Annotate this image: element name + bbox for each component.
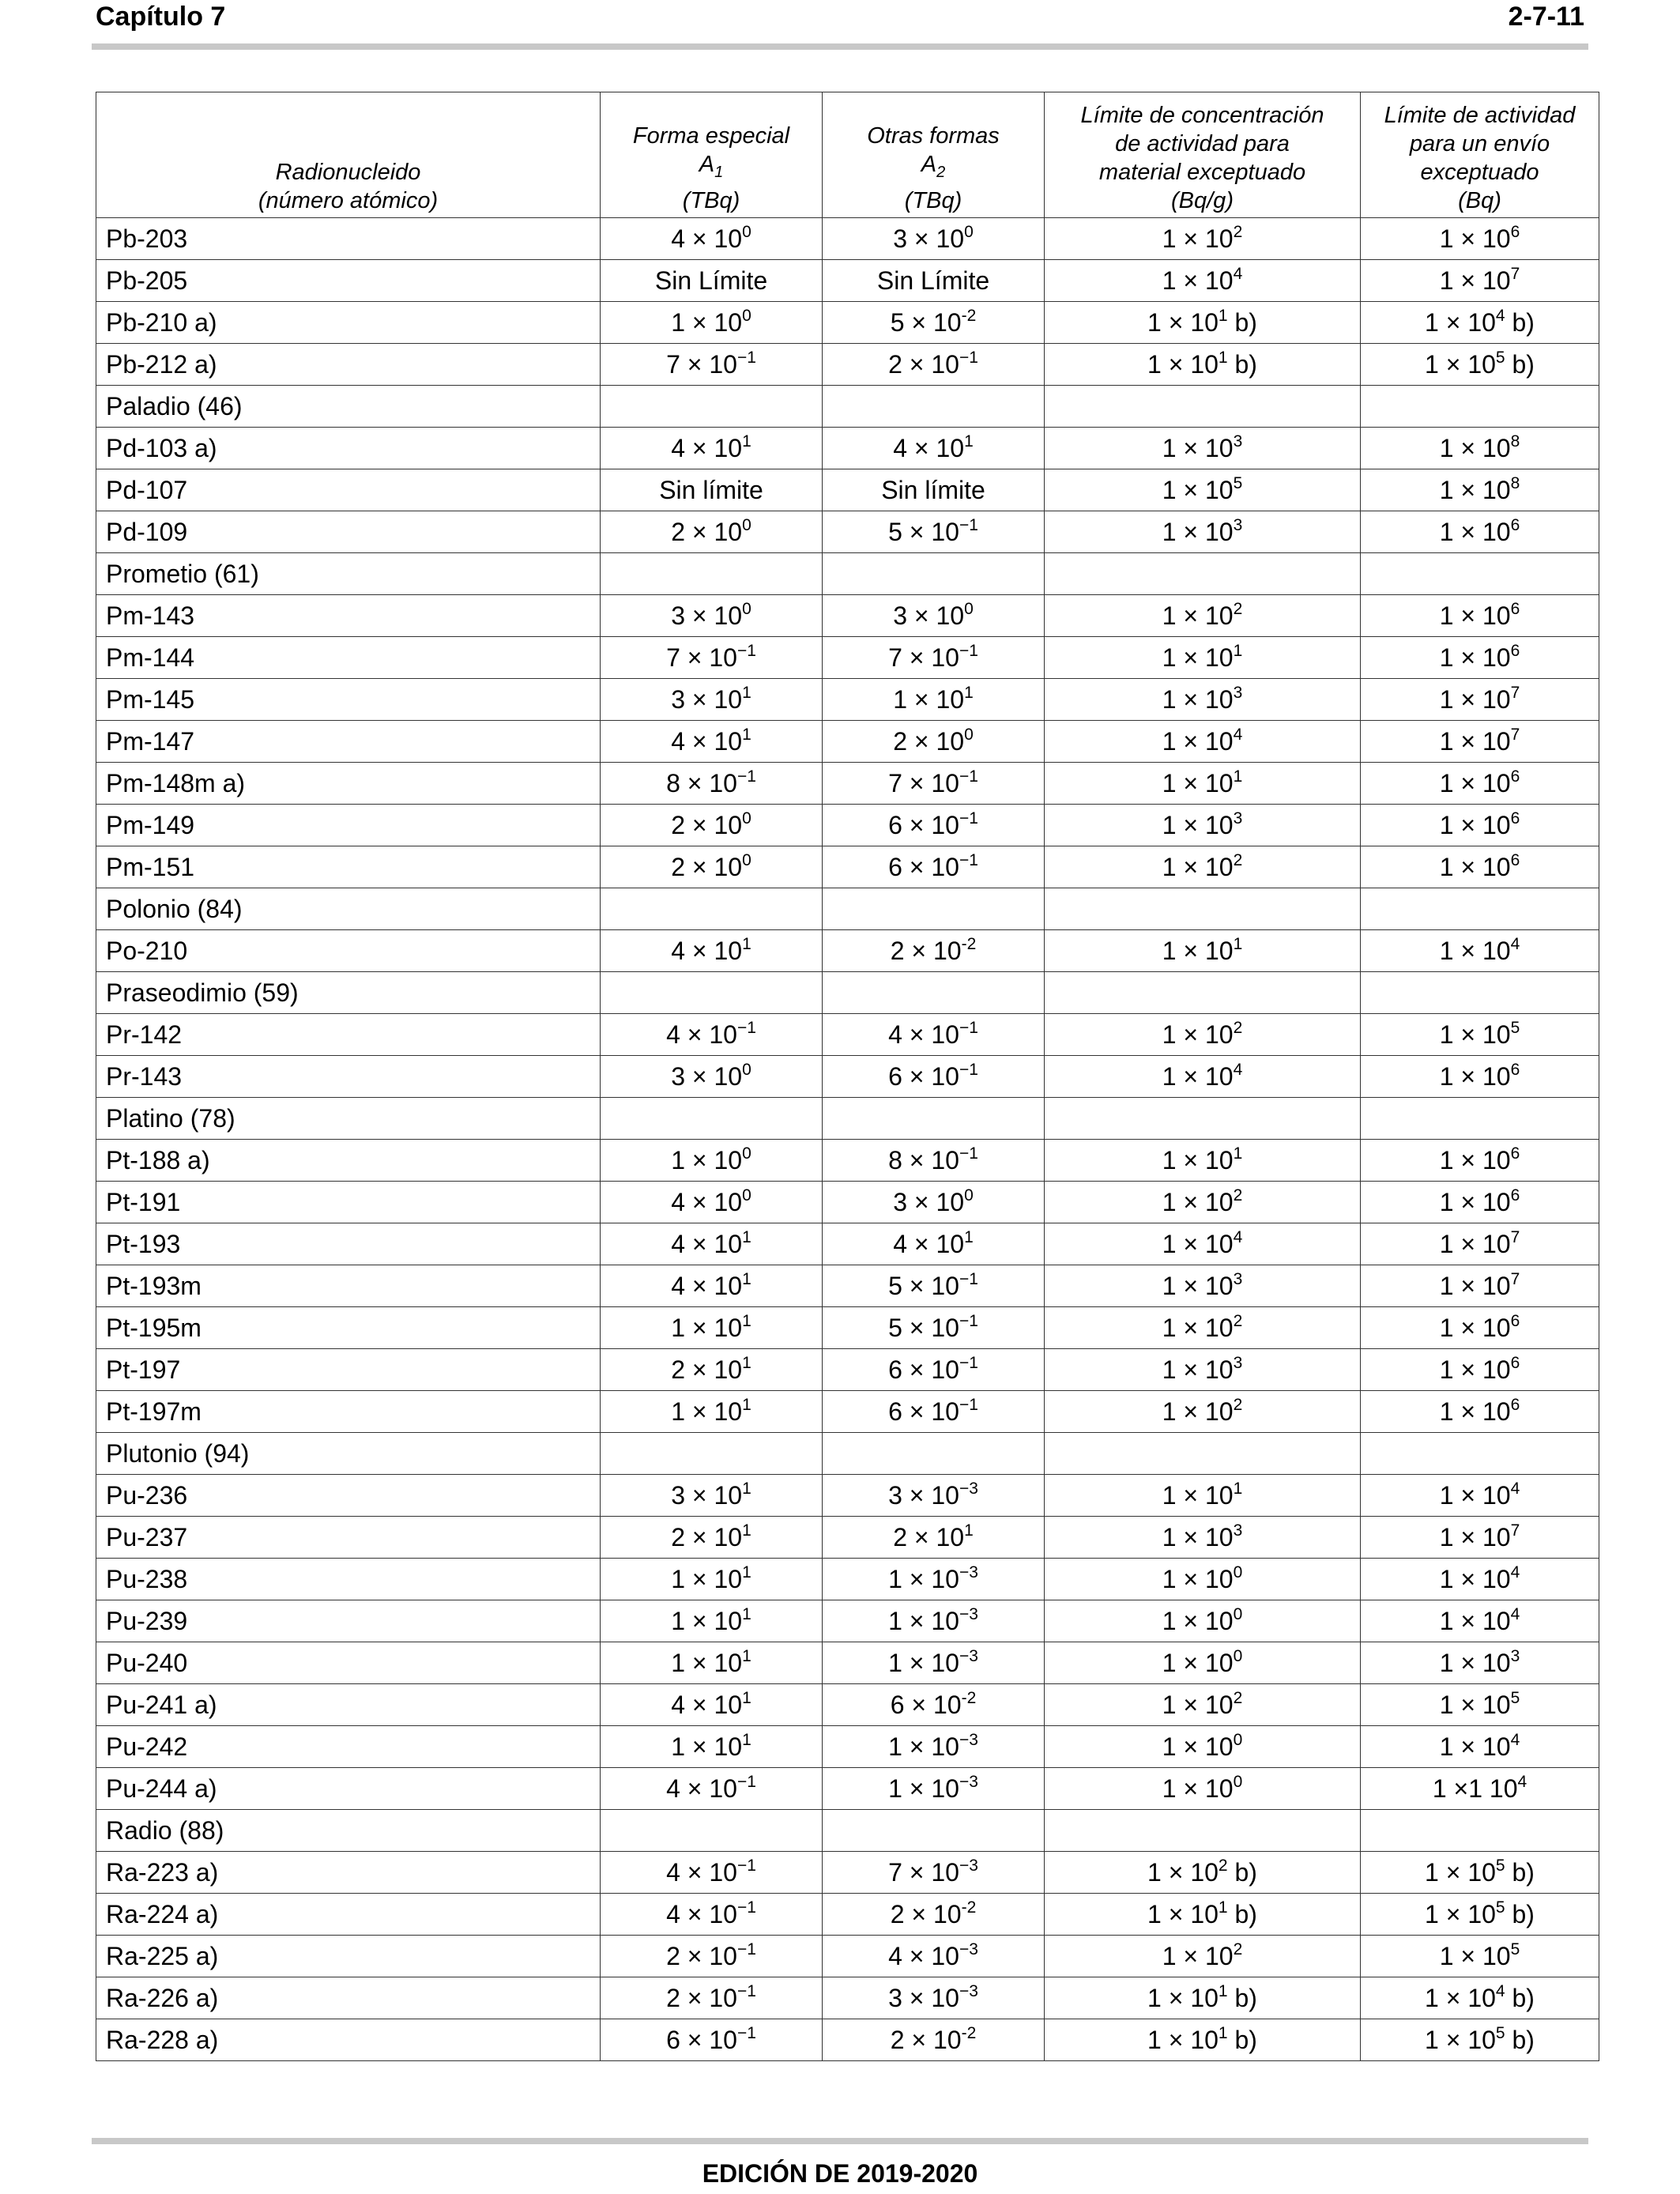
cell-concentration-limit: $1 \times 10^4$ bbox=[1045, 721, 1361, 763]
cell-radionuclide: Pu-241 a) bbox=[96, 1684, 601, 1726]
cell-radionuclide: Pr-143 bbox=[96, 1056, 601, 1098]
cell-a1: $6 \times 10^{-1}$ bbox=[601, 2019, 823, 2061]
cell-a2: $1 \times 10^{-3}$ bbox=[823, 1768, 1045, 1810]
cell-activity-limit: $1 \times 10^6$ bbox=[1361, 511, 1599, 553]
cell-a2: $7 \times 10^{-1}$ bbox=[823, 763, 1045, 805]
cell-a1: $2 \times 10^0$ bbox=[601, 511, 823, 553]
cell-concentration-limit: $1 \times 10^2$ bbox=[1045, 1391, 1361, 1433]
cell-activity-limit: $1 \times 10^4$ bbox=[1361, 1559, 1599, 1600]
cell-a1: $4 \times 10^{-1}$ bbox=[601, 1768, 823, 1810]
cell-radionuclide: Praseodimio (59) bbox=[96, 972, 601, 1014]
cell-a2: $5 \times 10^{-2}$ bbox=[823, 302, 1045, 344]
cell-a2: $6 \times 10^{-1}$ bbox=[823, 805, 1045, 846]
cell-a1: $1 \times 10^1$ bbox=[601, 1642, 823, 1684]
cell-a2: $5 \times 10^{-1}$ bbox=[823, 511, 1045, 553]
cell-radionuclide: Pt-195m bbox=[96, 1307, 601, 1349]
table-row bbox=[96, 1768, 1599, 1810]
cell-concentration-limit: $1 \times 10^2$ bbox=[1045, 1182, 1361, 1223]
header-divider bbox=[92, 43, 1588, 50]
cell-radionuclide: Pm-148m a) bbox=[96, 763, 601, 805]
table-row bbox=[96, 1559, 1599, 1600]
cell-activity-limit: $1 \times 10^4$ bbox=[1361, 1475, 1599, 1517]
cell-a1 bbox=[601, 972, 823, 1014]
cell-a2: $1 \times 10^1$ bbox=[823, 679, 1045, 721]
cell-activity-limit: $1 \times 10^7$ bbox=[1361, 1265, 1599, 1307]
cell-a1: $2 \times 10^{-1}$ bbox=[601, 1936, 823, 1977]
cell-radionuclide: Ra-224 a) bbox=[96, 1894, 601, 1936]
table-row bbox=[96, 595, 1599, 637]
table-row bbox=[96, 1433, 1599, 1475]
header-line: (Bq/g) bbox=[1171, 188, 1234, 213]
cell-activity-limit: $1 \times 10^7$ bbox=[1361, 1223, 1599, 1265]
cell-activity-limit: $1 \times 10^6$ bbox=[1361, 595, 1599, 637]
table-row bbox=[96, 260, 1599, 302]
cell-a1: $4 \times 10^1$ bbox=[601, 1684, 823, 1726]
cell-concentration-limit: $1 \times 10^4$ bbox=[1045, 260, 1361, 302]
table-row bbox=[96, 302, 1599, 344]
cell-radionuclide: Ra-225 a) bbox=[96, 1936, 601, 1977]
header-line: (número atómico) bbox=[258, 188, 439, 213]
radionuclide-table bbox=[96, 92, 1599, 2061]
cell-a1: $4 \times 10^1$ bbox=[601, 721, 823, 763]
chapter-title: Capítulo 7 bbox=[96, 2, 226, 32]
cell-a2 bbox=[823, 1098, 1045, 1140]
cell-a1: $4 \times 10^1$ bbox=[601, 428, 823, 469]
cell-activity-limit: $1 \times 10^5$ bbox=[1361, 1684, 1599, 1726]
cell-activity-limit: $1 \times 10^3$ bbox=[1361, 1642, 1599, 1684]
table-row bbox=[96, 1642, 1599, 1684]
cell-concentration-limit bbox=[1045, 553, 1361, 595]
table-row bbox=[96, 511, 1599, 553]
table-row bbox=[96, 679, 1599, 721]
cell-radionuclide: Pb-212 a) bbox=[96, 344, 601, 386]
edition-footer: EDICIÓN DE 2019-2020 bbox=[702, 2159, 978, 2188]
cell-a2: $7 \times 10^{-3}$ bbox=[823, 1852, 1045, 1894]
cell-concentration-limit bbox=[1045, 888, 1361, 930]
cell-radionuclide: Pb-203 bbox=[96, 218, 601, 260]
cell-concentration-limit: $1 \times 10^2$ bbox=[1045, 1014, 1361, 1056]
table-header-row bbox=[96, 92, 1599, 218]
cell-a1: $1 \times 10^0$ bbox=[601, 302, 823, 344]
cell-a2: $2 \times 10^{-2}$ bbox=[823, 930, 1045, 972]
cell-activity-limit: $1 \times 10^5$ bbox=[1361, 1936, 1599, 1977]
table-row bbox=[96, 1810, 1599, 1852]
cell-radionuclide: Pt-193m bbox=[96, 1265, 601, 1307]
cell-radionuclide: Radio (88) bbox=[96, 1810, 601, 1852]
table-row bbox=[96, 888, 1599, 930]
cell-activity-limit: $1 \times 10^8$ bbox=[1361, 428, 1599, 469]
cell-activity-limit: $1 \times 10^6$ bbox=[1361, 1182, 1599, 1223]
cell-activity-limit: $1 \times 10^7$ bbox=[1361, 1517, 1599, 1559]
cell-a2: $3 \times 10^{-3}$ bbox=[823, 1977, 1045, 2019]
table-row bbox=[96, 386, 1599, 428]
table-row bbox=[96, 553, 1599, 595]
cell-a2: Sin límite bbox=[823, 469, 1045, 511]
table-row bbox=[96, 1936, 1599, 1977]
cell-activity-limit bbox=[1361, 1810, 1599, 1852]
header-line: Límite de concentración bbox=[1080, 103, 1324, 128]
cell-concentration-limit: $1 \times 10^1$ bbox=[1045, 763, 1361, 805]
cell-a1: $2 \times 10^1$ bbox=[601, 1517, 823, 1559]
cell-concentration-limit bbox=[1045, 972, 1361, 1014]
cell-a1: $2 \times 10^{-1}$ bbox=[601, 1977, 823, 2019]
cell-a2: $3 \times 10^0$ bbox=[823, 1182, 1045, 1223]
cell-activity-limit: $1 \times 10^6$ bbox=[1361, 1140, 1599, 1182]
table-row bbox=[96, 1056, 1599, 1098]
cell-concentration-limit: $1 \times 10^2$ bbox=[1045, 595, 1361, 637]
cell-a1: $4 \times 10^0$ bbox=[601, 1182, 823, 1223]
cell-radionuclide: Pm-147 bbox=[96, 721, 601, 763]
cell-radionuclide: Pu-240 bbox=[96, 1642, 601, 1684]
cell-concentration-limit: $1 \times 10^3$ bbox=[1045, 511, 1361, 553]
cell-activity-limit bbox=[1361, 888, 1599, 930]
header-line: exceptuado bbox=[1420, 160, 1539, 185]
cell-activity-limit bbox=[1361, 1433, 1599, 1475]
page-header bbox=[96, 2, 1584, 38]
cell-a1: $4 \times 10^{-1}$ bbox=[601, 1894, 823, 1936]
cell-a1 bbox=[601, 1433, 823, 1475]
header-line: Otras formas bbox=[867, 123, 1000, 149]
header-radionuclide bbox=[96, 92, 601, 218]
cell-radionuclide: Pt-197m bbox=[96, 1391, 601, 1433]
page-number: 2-7-11 bbox=[1508, 2, 1584, 32]
cell-activity-limit: $1 \times 10^6$ bbox=[1361, 1307, 1599, 1349]
cell-concentration-limit: $1 \times 10^1$ bbox=[1045, 930, 1361, 972]
table-row bbox=[96, 972, 1599, 1014]
cell-concentration-limit bbox=[1045, 1098, 1361, 1140]
cell-a1: Sin Límite bbox=[601, 260, 823, 302]
cell-radionuclide: Ra-223 a) bbox=[96, 1852, 601, 1894]
cell-a1: $4 \times 10^1$ bbox=[601, 1265, 823, 1307]
cell-activity-limit: $1 \times 10^7$ bbox=[1361, 260, 1599, 302]
cell-activity-limit: $1 \times 10^5$ b) bbox=[1361, 344, 1599, 386]
cell-a1 bbox=[601, 386, 823, 428]
cell-radionuclide: Pt-193 bbox=[96, 1223, 601, 1265]
cell-concentration-limit: $1 \times 10^3$ bbox=[1045, 1349, 1361, 1391]
header-line: material exceptuado bbox=[1098, 160, 1306, 185]
cell-a1: $1 \times 10^1$ bbox=[601, 1600, 823, 1642]
table-row bbox=[96, 1726, 1599, 1768]
cell-a2 bbox=[823, 553, 1045, 595]
table-row bbox=[96, 1517, 1599, 1559]
cell-a2: $4 \times 10^1$ bbox=[823, 428, 1045, 469]
cell-concentration-limit: $1 \times 10^1$ bbox=[1045, 637, 1361, 679]
cell-a2: $4 \times 10^{-3}$ bbox=[823, 1936, 1045, 1977]
cell-a1: $4 \times 10^1$ bbox=[601, 930, 823, 972]
cell-a1 bbox=[601, 1098, 823, 1140]
cell-a2: $3 \times 10^0$ bbox=[823, 595, 1045, 637]
cell-activity-limit: $1 \times 10^4$ b) bbox=[1361, 302, 1599, 344]
cell-concentration-limit: $1 \times 10^1$ b) bbox=[1045, 2019, 1361, 2061]
cell-a2 bbox=[823, 386, 1045, 428]
cell-concentration-limit: $1 \times 10^2$ bbox=[1045, 1684, 1361, 1726]
header-line: para un envío bbox=[1409, 131, 1550, 156]
header-line: (TBq) bbox=[904, 188, 962, 213]
cell-concentration-limit: $1 \times 10^1$ b) bbox=[1045, 344, 1361, 386]
cell-activity-limit: $1 \times 10^6$ bbox=[1361, 805, 1599, 846]
cell-activity-limit: $1 \times 10^6$ bbox=[1361, 637, 1599, 679]
cell-a2 bbox=[823, 972, 1045, 1014]
cell-a2 bbox=[823, 888, 1045, 930]
table-row bbox=[96, 846, 1599, 888]
cell-a2: $2 \times 10^1$ bbox=[823, 1517, 1045, 1559]
cell-a2: $1 \times 10^{-3}$ bbox=[823, 1600, 1045, 1642]
cell-radionuclide: Pu-242 bbox=[96, 1726, 601, 1768]
cell-a2: $7 \times 10^{-1}$ bbox=[823, 637, 1045, 679]
table-row bbox=[96, 805, 1599, 846]
cell-a2: $2 \times 10^{-2}$ bbox=[823, 2019, 1045, 2061]
footer-divider bbox=[92, 2138, 1588, 2144]
cell-activity-limit: 1 ×1 $10^4$ bbox=[1361, 1768, 1599, 1810]
cell-radionuclide: Pb-210 a) bbox=[96, 302, 601, 344]
table-row bbox=[96, 344, 1599, 386]
cell-radionuclide: Pr-142 bbox=[96, 1014, 601, 1056]
cell-a1: $7 \times 10^{-1}$ bbox=[601, 344, 823, 386]
table-row bbox=[96, 1391, 1599, 1433]
table-row bbox=[96, 2019, 1599, 2061]
cell-concentration-limit: $1 \times 10^3$ bbox=[1045, 805, 1361, 846]
cell-concentration-limit: $1 \times 10^3$ bbox=[1045, 428, 1361, 469]
cell-radionuclide: Ra-228 a) bbox=[96, 2019, 601, 2061]
cell-activity-limit bbox=[1361, 553, 1599, 595]
table-row bbox=[96, 1182, 1599, 1223]
cell-activity-limit: $1 \times 10^5$ b) bbox=[1361, 2019, 1599, 2061]
header-line: Radionucleido bbox=[275, 160, 421, 185]
cell-a2: $1 \times 10^{-3}$ bbox=[823, 1726, 1045, 1768]
table-row bbox=[96, 1014, 1599, 1056]
cell-activity-limit: $1 \times 10^6$ bbox=[1361, 763, 1599, 805]
cell-radionuclide: Pd-109 bbox=[96, 511, 601, 553]
cell-activity-limit bbox=[1361, 972, 1599, 1014]
cell-concentration-limit: $1 \times 10^0$ bbox=[1045, 1726, 1361, 1768]
cell-a1: Sin límite bbox=[601, 469, 823, 511]
cell-a2 bbox=[823, 1810, 1045, 1852]
cell-concentration-limit: $1 \times 10^1$ bbox=[1045, 1140, 1361, 1182]
cell-radionuclide: Pu-238 bbox=[96, 1559, 601, 1600]
cell-concentration-limit: $1 \times 10^3$ bbox=[1045, 679, 1361, 721]
table-row bbox=[96, 1600, 1599, 1642]
table-row bbox=[96, 763, 1599, 805]
header-concentration-limit bbox=[1045, 92, 1361, 218]
cell-activity-limit bbox=[1361, 1098, 1599, 1140]
cell-radionuclide: Pu-239 bbox=[96, 1600, 601, 1642]
cell-activity-limit: $1 \times 10^5$ b) bbox=[1361, 1894, 1599, 1936]
header-a2 bbox=[823, 92, 1045, 218]
cell-a1: $2 \times 10^0$ bbox=[601, 846, 823, 888]
cell-a1 bbox=[601, 888, 823, 930]
cell-a2: $2 \times 10^0$ bbox=[823, 721, 1045, 763]
cell-concentration-limit: $1 \times 10^2$ bbox=[1045, 846, 1361, 888]
cell-a1 bbox=[601, 1810, 823, 1852]
cell-a2: $6 \times 10^{-1}$ bbox=[823, 1056, 1045, 1098]
table-row bbox=[96, 1894, 1599, 1936]
cell-activity-limit: $1 \times 10^5$ b) bbox=[1361, 1852, 1599, 1894]
header-line: Límite de actividad bbox=[1384, 103, 1576, 128]
cell-concentration-limit: $1 \times 10^2$ bbox=[1045, 1307, 1361, 1349]
cell-activity-limit: $1 \times 10^7$ bbox=[1361, 721, 1599, 763]
cell-a2: $5 \times 10^{-1}$ bbox=[823, 1307, 1045, 1349]
table-row bbox=[96, 1223, 1599, 1265]
table-row bbox=[96, 1140, 1599, 1182]
cell-concentration-limit bbox=[1045, 386, 1361, 428]
cell-a2: $6 \times 10^{-1}$ bbox=[823, 1391, 1045, 1433]
table-row bbox=[96, 1977, 1599, 2019]
table-row bbox=[96, 930, 1599, 972]
table-row bbox=[96, 1684, 1599, 1726]
cell-a2: $5 \times 10^{-1}$ bbox=[823, 1265, 1045, 1307]
cell-a1: $3 \times 10^1$ bbox=[601, 679, 823, 721]
cell-radionuclide: Pd-103 a) bbox=[96, 428, 601, 469]
header-line: (TBq) bbox=[682, 188, 740, 213]
cell-radionuclide: Pu-236 bbox=[96, 1475, 601, 1517]
cell-concentration-limit: $1 \times 10^0$ bbox=[1045, 1559, 1361, 1600]
table-row bbox=[96, 1475, 1599, 1517]
header-line: Forma especial bbox=[632, 123, 790, 149]
cell-radionuclide: Pu-244 a) bbox=[96, 1768, 601, 1810]
cell-a2: $6 \times 10^{-2}$ bbox=[823, 1684, 1045, 1726]
cell-radionuclide: Prometio (61) bbox=[96, 553, 601, 595]
cell-radionuclide: Pm-144 bbox=[96, 637, 601, 679]
cell-radionuclide: Pu-237 bbox=[96, 1517, 601, 1559]
cell-a1: $1 \times 10^1$ bbox=[601, 1391, 823, 1433]
cell-a1: $7 \times 10^{-1}$ bbox=[601, 637, 823, 679]
cell-concentration-limit: $1 \times 10^2$ bbox=[1045, 218, 1361, 260]
cell-radionuclide: Plutonio (94) bbox=[96, 1433, 601, 1475]
cell-concentration-limit: $1 \times 10^5$ bbox=[1045, 469, 1361, 511]
cell-activity-limit: $1 \times 10^6$ bbox=[1361, 846, 1599, 888]
header-line: $A_2$ bbox=[921, 152, 946, 181]
table-row bbox=[96, 1852, 1599, 1894]
header-line: (Bq) bbox=[1458, 188, 1501, 213]
cell-concentration-limit: $1 \times 10^1$ bbox=[1045, 1475, 1361, 1517]
cell-a1: $4 \times 10^{-1}$ bbox=[601, 1014, 823, 1056]
cell-a1: $4 \times 10^0$ bbox=[601, 218, 823, 260]
cell-a1: $1 \times 10^1$ bbox=[601, 1559, 823, 1600]
cell-concentration-limit: $1 \times 10^2$ b) bbox=[1045, 1852, 1361, 1894]
cell-concentration-limit: $1 \times 10^3$ bbox=[1045, 1265, 1361, 1307]
cell-concentration-limit: $1 \times 10^0$ bbox=[1045, 1600, 1361, 1642]
cell-a1: $1 \times 10^1$ bbox=[601, 1307, 823, 1349]
cell-activity-limit: $1 \times 10^7$ bbox=[1361, 679, 1599, 721]
cell-a2: $1 \times 10^{-3}$ bbox=[823, 1559, 1045, 1600]
table-row bbox=[96, 1349, 1599, 1391]
cell-concentration-limit bbox=[1045, 1433, 1361, 1475]
table-row bbox=[96, 721, 1599, 763]
cell-a2: $3 \times 10^{-3}$ bbox=[823, 1475, 1045, 1517]
cell-concentration-limit: $1 \times 10^1$ b) bbox=[1045, 1894, 1361, 1936]
cell-a2: $3 \times 10^0$ bbox=[823, 218, 1045, 260]
cell-concentration-limit: $1 \times 10^1$ b) bbox=[1045, 302, 1361, 344]
cell-a1: $2 \times 10^1$ bbox=[601, 1349, 823, 1391]
table-row bbox=[96, 218, 1599, 260]
cell-a2: $1 \times 10^{-3}$ bbox=[823, 1642, 1045, 1684]
header-a1 bbox=[601, 92, 823, 218]
cell-a1: $2 \times 10^0$ bbox=[601, 805, 823, 846]
cell-radionuclide: Polonio (84) bbox=[96, 888, 601, 930]
cell-a2 bbox=[823, 1433, 1045, 1475]
cell-radionuclide: Pm-145 bbox=[96, 679, 601, 721]
cell-activity-limit: $1 \times 10^4$ b) bbox=[1361, 1977, 1599, 2019]
table-row bbox=[96, 1265, 1599, 1307]
cell-activity-limit: $1 \times 10^4$ bbox=[1361, 1600, 1599, 1642]
cell-radionuclide: Pm-143 bbox=[96, 595, 601, 637]
cell-a1: $4 \times 10^1$ bbox=[601, 1223, 823, 1265]
cell-a2: $4 \times 10^1$ bbox=[823, 1223, 1045, 1265]
cell-a1: $3 \times 10^1$ bbox=[601, 1475, 823, 1517]
cell-radionuclide: Pd-107 bbox=[96, 469, 601, 511]
table-row bbox=[96, 469, 1599, 511]
cell-concentration-limit: $1 \times 10^1$ b) bbox=[1045, 1977, 1361, 2019]
cell-radionuclide: Ra-226 a) bbox=[96, 1977, 601, 2019]
table-body bbox=[96, 218, 1599, 2061]
cell-radionuclide: Po-210 bbox=[96, 930, 601, 972]
cell-activity-limit: $1 \times 10^4$ bbox=[1361, 930, 1599, 972]
cell-radionuclide: Pt-191 bbox=[96, 1182, 601, 1223]
cell-activity-limit: $1 \times 10^4$ bbox=[1361, 1726, 1599, 1768]
cell-a1 bbox=[601, 553, 823, 595]
cell-radionuclide: Pm-149 bbox=[96, 805, 601, 846]
table-row bbox=[96, 637, 1599, 679]
cell-a1: $4 \times 10^{-1}$ bbox=[601, 1852, 823, 1894]
cell-activity-limit: $1 \times 10^6$ bbox=[1361, 1391, 1599, 1433]
cell-concentration-limit: $1 \times 10^3$ bbox=[1045, 1517, 1361, 1559]
cell-concentration-limit: $1 \times 10^2$ bbox=[1045, 1936, 1361, 1977]
cell-activity-limit: $1 \times 10^6$ bbox=[1361, 1056, 1599, 1098]
table-row bbox=[96, 1307, 1599, 1349]
cell-a1: $1 \times 10^0$ bbox=[601, 1140, 823, 1182]
cell-activity-limit: $1 \times 10^6$ bbox=[1361, 1349, 1599, 1391]
cell-radionuclide: Paladio (46) bbox=[96, 386, 601, 428]
cell-a2: $6 \times 10^{-1}$ bbox=[823, 846, 1045, 888]
cell-concentration-limit: $1 \times 10^0$ bbox=[1045, 1642, 1361, 1684]
cell-concentration-limit: $1 \times 10^4$ bbox=[1045, 1223, 1361, 1265]
cell-a2: $6 \times 10^{-1}$ bbox=[823, 1349, 1045, 1391]
cell-concentration-limit: $1 \times 10^0$ bbox=[1045, 1768, 1361, 1810]
header-line: de actividad para bbox=[1115, 131, 1290, 156]
header-line: $A_1$ bbox=[699, 152, 724, 181]
table-row bbox=[96, 1098, 1599, 1140]
cell-radionuclide: Platino (78) bbox=[96, 1098, 601, 1140]
cell-radionuclide: Pt-197 bbox=[96, 1349, 601, 1391]
header-activity-limit bbox=[1361, 92, 1599, 218]
cell-radionuclide: Pb-205 bbox=[96, 260, 601, 302]
cell-concentration-limit: $1 \times 10^4$ bbox=[1045, 1056, 1361, 1098]
cell-radionuclide: Pm-151 bbox=[96, 846, 601, 888]
cell-radionuclide: Pt-188 a) bbox=[96, 1140, 601, 1182]
cell-concentration-limit bbox=[1045, 1810, 1361, 1852]
cell-a2: $2 \times 10^{-2}$ bbox=[823, 1894, 1045, 1936]
cell-activity-limit bbox=[1361, 386, 1599, 428]
table-row bbox=[96, 428, 1599, 469]
cell-a2: $2 \times 10^{-1}$ bbox=[823, 344, 1045, 386]
cell-a1: $8 \times 10^{-1}$ bbox=[601, 763, 823, 805]
cell-a1: $1 \times 10^1$ bbox=[601, 1726, 823, 1768]
cell-a2: Sin Límite bbox=[823, 260, 1045, 302]
cell-a1: $3 \times 10^0$ bbox=[601, 595, 823, 637]
cell-a1: $3 \times 10^0$ bbox=[601, 1056, 823, 1098]
cell-activity-limit: $1 \times 10^5$ bbox=[1361, 1014, 1599, 1056]
cell-activity-limit: $1 \times 10^6$ bbox=[1361, 218, 1599, 260]
cell-a2: $8 \times 10^{-1}$ bbox=[823, 1140, 1045, 1182]
cell-activity-limit: $1 \times 10^8$ bbox=[1361, 469, 1599, 511]
cell-a2: $4 \times 10^{-1}$ bbox=[823, 1014, 1045, 1056]
